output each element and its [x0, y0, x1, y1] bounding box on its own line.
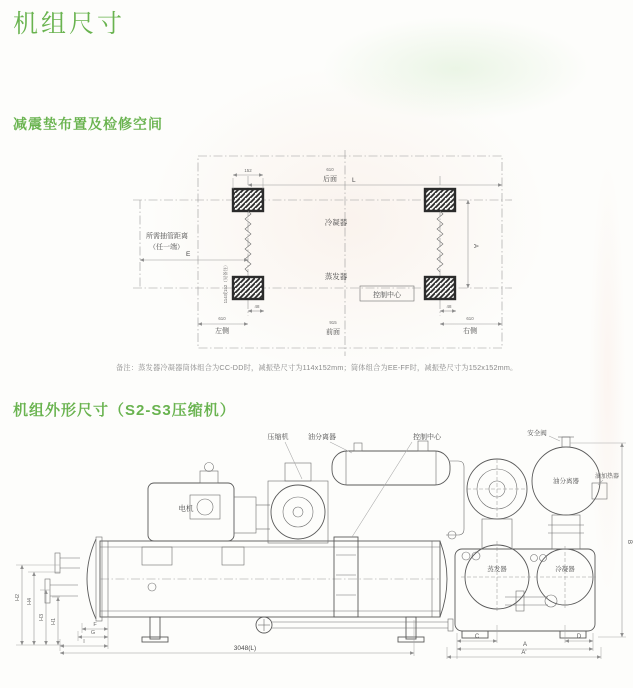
- foot-left: [150, 617, 160, 639]
- dim-H4-label: H4: [27, 597, 33, 605]
- dim-D-label: D: [576, 634, 582, 640]
- casing-detail-circle: [531, 555, 538, 562]
- oil-heater-label: 油加热器: [594, 474, 620, 480]
- dim-G-label: G: [90, 630, 96, 636]
- dim-E-label: E: [186, 251, 191, 258]
- vibration-pad-layout-diagram: [0, 148, 633, 360]
- leader-line: [352, 442, 412, 537]
- dim-152-label: 152: [244, 168, 252, 173]
- evaporator-label: 蒸发器: [324, 272, 348, 281]
- dim-H3-label: H3: [39, 613, 45, 621]
- pull-distance-label-1: 所需抽管距离: [146, 233, 188, 240]
- dim-48-left-label: 48: [254, 304, 260, 309]
- compressor-housing: [268, 481, 328, 543]
- control-center-label: 控制中心: [413, 434, 441, 441]
- dim-48-right-label: 48: [446, 304, 452, 309]
- nozzle-flange-upper: [55, 553, 60, 573]
- pad-size-vertical-note: 114或152（见备注）: [223, 262, 228, 304]
- motor-detail-circle: [197, 499, 213, 515]
- condenser-label: 冷凝器: [324, 218, 348, 227]
- oilsep-fitting: [354, 443, 362, 451]
- oil-separator-stand: [552, 515, 580, 549]
- dim-B-label: B: [626, 540, 632, 545]
- back-side-label: 后面: [323, 176, 337, 183]
- pipe-flange: [516, 591, 524, 611]
- foot-right-base: [398, 637, 424, 642]
- leader-line: [330, 442, 352, 453]
- evaporator-label: 蒸发器: [487, 566, 507, 573]
- dim-F-label: F: [93, 622, 97, 628]
- pull-distance-label-2: （任一端）: [149, 244, 184, 251]
- front-side-label: 前面: [326, 329, 340, 336]
- motor-terminal-box: [190, 495, 220, 519]
- casing-detail-circle: [462, 552, 470, 560]
- right-head: [440, 541, 447, 617]
- bracket: [222, 547, 244, 565]
- control-center-label: 控制中心: [373, 292, 401, 299]
- end-view: [447, 428, 632, 659]
- discharge-pipe: [446, 461, 464, 535]
- motor-top-fitting: [200, 471, 218, 483]
- leader-line: [285, 442, 302, 479]
- oil-separator-cylinder: [332, 451, 450, 485]
- suction-fitting: [285, 463, 311, 481]
- dim-L-label: L: [352, 177, 356, 184]
- dim-C-label: C: [474, 634, 480, 640]
- dim-915-label: 915: [329, 320, 337, 325]
- pad-top-right: [425, 189, 455, 211]
- end-foot-right: [560, 631, 586, 638]
- casing-detail-circle: [540, 555, 547, 562]
- pad-top-left: [233, 189, 263, 211]
- dim-H2-label: H2: [15, 593, 21, 601]
- page-title: 机组尺寸: [13, 10, 126, 38]
- dim-610-br-label: 610: [466, 316, 474, 321]
- vibration-pads: [233, 189, 455, 299]
- dim-610-bl-label: 610: [218, 316, 226, 321]
- motor-label: 电机: [178, 504, 194, 513]
- bracket: [142, 547, 172, 565]
- side-view: [15, 432, 464, 656]
- dim-A-label: A: [472, 244, 478, 249]
- oilsep-fitting: [418, 441, 428, 451]
- control-panel: [334, 537, 358, 617]
- compressor-body: [271, 485, 325, 539]
- coupling-housing: [234, 497, 256, 533]
- right-side-label: 右侧: [463, 328, 477, 335]
- compressor-inner: [283, 497, 313, 527]
- section2-heading: 机组外形尺寸（S2-S3压缩机）: [13, 402, 236, 419]
- section1-heading: 减震垫布置及检修空间: [13, 116, 163, 132]
- dim-L-total-label: 3048(L): [233, 645, 257, 652]
- dim-I-label: I: [83, 639, 85, 645]
- leader-line: [598, 480, 603, 485]
- unit-outline-drawing: [0, 425, 633, 688]
- oil-separator-right-label: 油分离器: [553, 478, 579, 485]
- compressor-hub: [293, 507, 303, 517]
- spring-line-left: [245, 211, 251, 272]
- drain-pipe-cap: [448, 619, 453, 631]
- left-side-label: 左侧: [215, 328, 229, 335]
- sight-glass: [148, 583, 156, 591]
- condenser-label: 冷凝器: [555, 566, 575, 573]
- dim-A-label: A: [522, 642, 528, 648]
- lifting-eye: [205, 463, 214, 472]
- oil-separator-label: 油分离器: [308, 434, 336, 441]
- foot-left-base: [142, 637, 168, 642]
- left-head: [87, 539, 96, 619]
- spring-line-right: [437, 211, 443, 272]
- dim-A-prime-label: A': [521, 650, 527, 656]
- pad-bottom-left: [233, 277, 263, 299]
- pad-bottom-right: [425, 277, 455, 299]
- dim-H1-label: H1: [51, 617, 57, 625]
- compressor-label: 压缩机: [267, 434, 289, 441]
- safety-valve: [562, 437, 570, 447]
- diagram1-note: 备注：蒸发器冷凝器筒体组合为CC-DD时，减振垫尺寸为114x152mm；筒体组合为EE-FF时，减振垫尺寸为152x152mm。: [116, 363, 518, 372]
- dim-610-top-label: 610: [326, 167, 334, 172]
- safety-valve-label: 安全阀: [527, 430, 547, 437]
